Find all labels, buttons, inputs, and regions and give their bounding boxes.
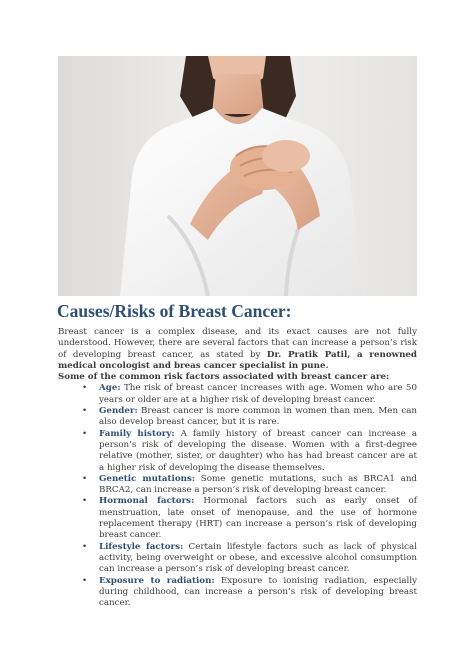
list-item (99, 474, 417, 497)
risk-term: Gender: (99, 406, 138, 417)
risk-description: Breast cancer is more common in women than men. Men can also develop breast cancer, but it is rare. (99, 406, 417, 428)
article-body (58, 327, 417, 609)
risk-term: Genetic mutations: (99, 473, 196, 484)
risk-description: Some genetic mutations, such as BRCA1 and BRCA2, can increase a person’s risk of developing breast cancer. (99, 473, 417, 496)
separator-text: , (347, 349, 358, 360)
list-item (99, 383, 417, 406)
intro-text: Breast cancer is a complex disease, and its exact causes are not fully understood. However, there are several factors that can increase a person’s risk of developing breast cancer, as stated by (58, 327, 417, 360)
risk-term: Hormonal factors: (99, 496, 195, 507)
risk-term: Lifestyle factors: (99, 541, 184, 552)
list-item (99, 496, 417, 541)
page-title: Causes/Risks of Breast Cancer: (57, 301, 292, 321)
risk-description: Exposure to ionising radiation, especially during childhood, can increase a person’s risk of developing breast cancer. (99, 575, 418, 609)
list-item (99, 406, 417, 429)
risk-description: Certain lifestyle factors such as lack of physical activity, being overweight or obese, and excessive alcohol consumption can increase a person’s risk of developing breast cancer. (99, 541, 417, 575)
list-item (99, 542, 417, 576)
woman-hands-on-chest-image (58, 56, 417, 296)
risk-description: The risk of breast cancer increases with age. Women who are 50 years or older are at a higher risk of developing breast cancer. (99, 383, 417, 405)
risk-description: Hormonal factors such as early onset of menstruation, late onset of menopause, and the use of hormone replacement therapy (HRT) can increase a person’s risk of developing breast cancer. (99, 496, 417, 541)
doctor-name: Dr. Pratik Patil (266, 349, 348, 360)
risk-factors-list (58, 383, 417, 609)
risk-term: Age: (99, 383, 121, 394)
risk-term: Family history: (99, 428, 175, 439)
risk-description: A family history of breast cancer can increase a person’s risk of developing the disease. Women with a first-degree relative (mother, sister, or daughter) who has had breast cancer are at a higher risk of developing the disease themselves. (99, 428, 418, 473)
intro-paragraph (58, 327, 417, 372)
risk-factors-subheading: Some of the common risk factors associated with breast cancer are: (58, 372, 390, 383)
risk-term: Exposure to radiation: (99, 575, 215, 586)
specialist-text: a renowned medical oncologist and breas cancer specialist in pune. (58, 349, 418, 371)
list-item (99, 429, 417, 474)
list-item (99, 576, 417, 610)
